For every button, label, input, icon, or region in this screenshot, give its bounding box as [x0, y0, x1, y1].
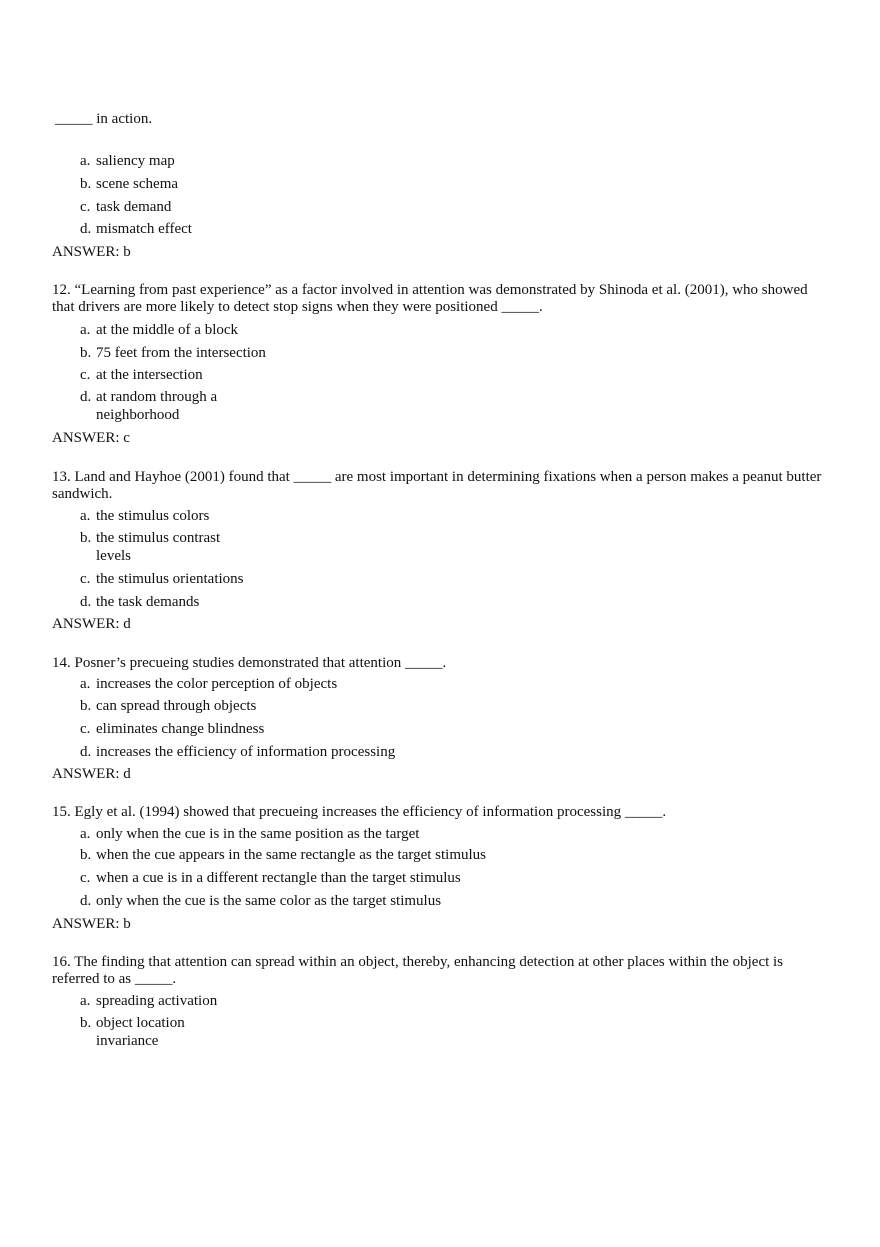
question-15-stem: 15. Egly et al. (1994) showed that precueing increases the efficiency of information processing _____.: [52, 804, 667, 820]
question-11-stem-fragment: _____ in action.: [55, 111, 153, 127]
option-text: increases the efficiency of information processing: [96, 744, 396, 760]
option-text: spreading activation: [96, 993, 218, 1009]
option-text: eliminates change blindness: [96, 721, 265, 737]
option-text: at the middle of a block: [96, 322, 239, 338]
option-letter: d.: [80, 744, 92, 760]
question-12-option-c: [80, 366, 203, 384]
option-text: can spread through objects: [96, 698, 257, 714]
option-letter: a.: [80, 826, 91, 842]
option-letter: a.: [80, 676, 91, 692]
question-14-option-a: [80, 675, 337, 693]
option-text: the stimulus contrast levels: [96, 530, 221, 564]
question-11-option-c: [80, 198, 171, 216]
option-letter: d.: [80, 389, 92, 405]
option-text: only when the cue is the same color as the target stimulus: [96, 893, 442, 909]
option-letter: b.: [80, 176, 92, 192]
question-14-stem: 14. Posner’s precueing studies demonstrated that attention _____.: [52, 655, 447, 671]
option-letter: d.: [80, 893, 92, 909]
question-11-answer: ANSWER: b: [52, 244, 131, 260]
option-letter: d.: [80, 594, 92, 610]
option-text: scene schema: [96, 176, 179, 192]
option-text: when a cue is in a different rectangle than the target stimulus: [96, 870, 461, 886]
option-letter: b.: [80, 345, 92, 361]
option-text: task demand: [96, 199, 172, 215]
option-letter: b.: [80, 847, 92, 863]
question-13-option-a: [80, 507, 209, 525]
question-16-option-b: [80, 1014, 228, 1050]
option-text: the task demands: [96, 594, 200, 610]
option-text: at the intersection: [96, 367, 203, 383]
option-letter: a.: [80, 508, 91, 524]
question-12-answer: ANSWER: c: [52, 430, 130, 446]
option-text: the stimulus orientations: [96, 571, 244, 587]
option-letter: c.: [80, 870, 91, 886]
question-12-option-a: [80, 321, 238, 339]
question-13-option-c: [80, 570, 244, 588]
question-11-option-d: [80, 220, 192, 238]
option-letter: c.: [80, 367, 91, 383]
option-letter: b.: [80, 1015, 92, 1031]
option-letter: a.: [80, 153, 91, 169]
option-text: at random through a neighborhood: [96, 389, 218, 423]
option-letter: d.: [80, 221, 92, 237]
question-13-option-b: [80, 529, 228, 565]
question-15-option-b: [80, 846, 486, 864]
option-text: increases the color perception of objects: [96, 676, 338, 692]
question-11-option-a: [80, 152, 175, 170]
option-text: mismatch effect: [96, 221, 192, 237]
question-14-option-d: [80, 743, 395, 761]
question-12-option-d: [80, 388, 228, 424]
option-text: only when the cue is in the same position as the target: [96, 826, 420, 842]
option-text: saliency map: [96, 153, 175, 169]
question-16-stem: 16. The finding that attention can spread within an object, thereby, enhancing detection at other places within the object is referred to as _____.: [52, 954, 784, 987]
question-14-answer: ANSWER: d: [52, 766, 131, 782]
option-text: 75 feet from the intersection: [96, 345, 266, 361]
question-15-option-a: [80, 825, 419, 843]
question-15-option-d: [80, 892, 441, 910]
question-12-stem: 12. “Learning from past experience” as a factor involved in attention was demonstrated by Shinoda et al. (2001), who showed that drivers are more likely to detect stop signs when they were positioned _____.: [52, 282, 808, 315]
question-16-option-a: [80, 992, 217, 1010]
option-text: the stimulus colors: [96, 508, 210, 524]
question-11-option-b: [80, 175, 178, 193]
option-letter: b.: [80, 530, 92, 546]
option-letter: a.: [80, 993, 91, 1009]
option-letter: a.: [80, 322, 91, 338]
option-letter: b.: [80, 698, 92, 714]
question-14-option-b: [80, 697, 256, 715]
option-text: object location invariance: [96, 1015, 185, 1049]
option-letter: c.: [80, 571, 91, 587]
question-14-option-c: [80, 720, 264, 738]
question-15-answer: ANSWER: b: [52, 916, 131, 932]
question-13-answer: ANSWER: d: [52, 616, 131, 632]
question-13-option-d: [80, 593, 199, 611]
option-letter: c.: [80, 721, 91, 737]
option-text: when the cue appears in the same rectangle as the target stimulus: [96, 847, 486, 863]
question-15-option-c: [80, 869, 461, 887]
question-12-option-b: [80, 344, 266, 362]
option-letter: c.: [80, 199, 91, 215]
question-13-stem: 13. Land and Hayhoe (2001) found that _____ are most important in determining fixations when a person makes a peanut butter sandwich.: [52, 469, 822, 502]
